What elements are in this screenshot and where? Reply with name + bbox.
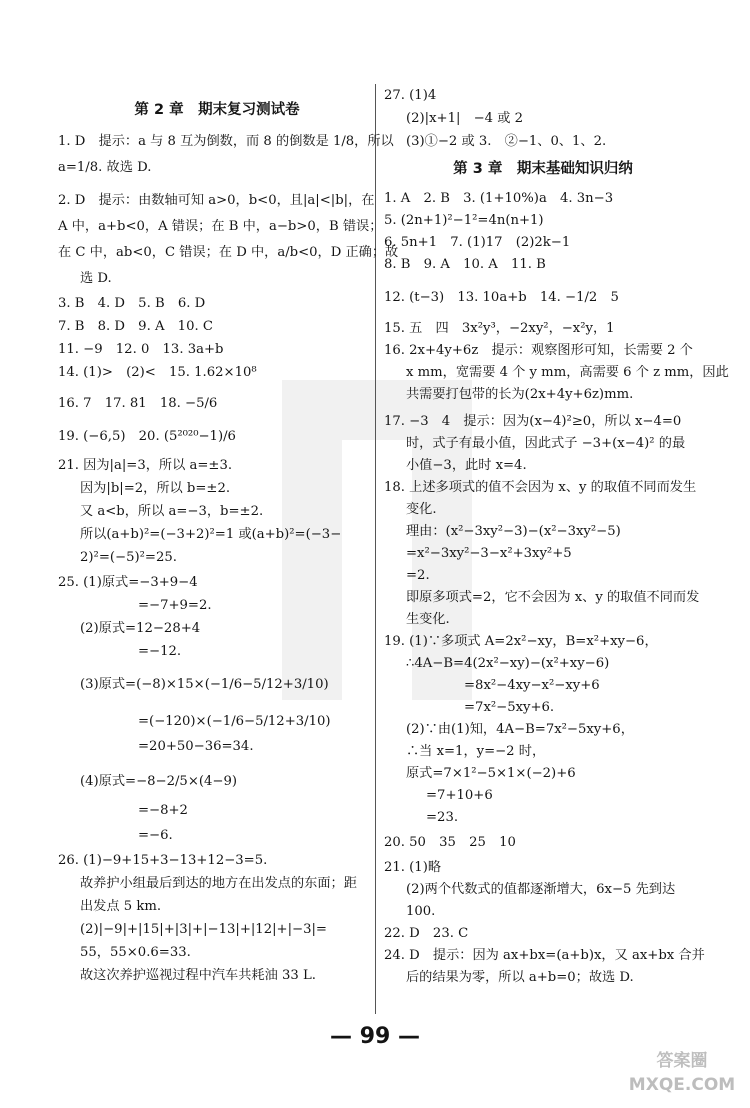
answer-line: =7x²−5xy+6. [464, 700, 555, 715]
answer-line: 故这次养护巡视过程中汽车共耗油 33 L. [80, 968, 316, 983]
answer-line: 2. D 提示：由数轴可知 a>0，b<0，且|a|<|b|，在 [58, 193, 375, 208]
answer-line: (4)原式=−8−2/5×(4−9) [80, 774, 237, 789]
answer-line: =23. [426, 810, 459, 825]
answer-line: 25. (1)原式=−3+9−4 [58, 575, 198, 590]
answer-line: 后的结果为零，所以 a+b=0；故选 D. [406, 970, 634, 985]
answer-line: 选 D. [80, 271, 112, 286]
answer-line: 26. (1)−9+15+3−13+12−3=5. [58, 853, 268, 868]
answer-line: x mm，宽需要 4 个 y mm，高需要 6 个 z mm，因此 [406, 365, 729, 380]
answer-line: 8. B 9. A 10. A 11. B [384, 257, 546, 272]
answer-line: 原式=7×1²−5×1×(−2)+6 [406, 766, 576, 781]
answer-line: 7. B 8. D 9. A 10. C [58, 319, 213, 334]
answer-line: (3)①−2 或 3. ②−1、0、1、2. [406, 134, 607, 149]
answer-line: =8x²−4xy−x²−xy+6 [464, 678, 600, 693]
chapter2-heading: 第 2 章 期末复习测试卷 [134, 102, 300, 118]
answer-line: 22. D 23. C [384, 926, 469, 941]
chapter3-heading: 第 3 章 期末基础知识归纳 [453, 161, 633, 177]
answer-line: (2)原式=12−28+4 [80, 621, 201, 636]
answer-line: 20. 50 35 25 10 [384, 835, 516, 850]
answer-line: (2)|x+1| −4 或 2 [406, 111, 524, 126]
answer-line: 时，式子有最小值，因此式子 −3+(x−4)² 的最 [406, 436, 686, 451]
answer-line: =−12. [138, 644, 182, 659]
answer-line: 所以(a+b)²=(−3+2)²=1 或(a+b)²=(−3− [80, 527, 342, 542]
answer-line: 16. 7 17. 81 18. −5/6 [58, 396, 218, 411]
watermark-title: 答案圈 [656, 1051, 708, 1071]
answer-line: 生变化. [406, 612, 450, 627]
answer-line: 14. (1)> (2)< 15. 1.62×10⁸ [58, 365, 257, 380]
answer-line: 变化. [406, 502, 437, 517]
answer-line: =x²−3xy²−3−x²+3xy²+5 [406, 546, 572, 561]
answer-line: 小值−3，此时 x=4. [406, 458, 527, 473]
answer-line: 1. A 2. B 3. (1+10%)a 4. 3n−3 [384, 191, 614, 206]
answer-line: =2. [406, 568, 430, 583]
answer-line: 55，55×0.6=33. [80, 945, 191, 960]
answer-line: ∴当 x=1，y=−2 时， [406, 744, 546, 759]
answer-line: =−6. [138, 828, 173, 843]
answer-line: 故养护小组最后到达的地方在出发点的东面；距 [80, 876, 357, 891]
answer-line: 因为|b|=2，所以 b=±2. [80, 481, 231, 496]
answer-line: =7+10+6 [426, 788, 493, 803]
answer-line: 21. (1)略 [384, 860, 442, 875]
answer-line: 21. 因为|a|=3，所以 a=±3. [58, 458, 233, 473]
answer-line: A 中，a+b<0，A 错误；在 B 中，a−b>0，B 错误； [58, 219, 383, 234]
answer-line: 11. −9 12. 0 13. 3a+b [58, 342, 224, 357]
answer-line: 100. [406, 904, 436, 919]
watermark-url: MXQE.COM [628, 1075, 736, 1095]
answer-line: 6. 5n+1 7. (1)17 (2)2k−1 [384, 235, 571, 250]
answer-line: a=1/8. 故选 D. [58, 160, 152, 175]
page-number: — 99 — [330, 1024, 420, 1049]
answer-line: 又 a<b，所以 a=−3，b=±2. [80, 504, 264, 519]
answer-line: 27. (1)4 [384, 88, 437, 103]
answer-line: (2)|−9|+|15|+|3|+|−13|+|12|+|−3|= [80, 922, 327, 937]
answer-line: 共需要打包带的长为(2x+4y+6z)mm. [406, 387, 634, 402]
site-watermark-logo [622, 1040, 742, 1100]
answer-line: 19. (1)∵多项式 A=2x²−xy，B=x²+xy−6， [384, 634, 658, 649]
answer-line: ∴4A−B=4(2x²−xy)−(x²+xy−6) [406, 656, 610, 671]
answer-line: 出发点 5 km. [80, 899, 162, 914]
answer-line: =−8+2 [138, 803, 188, 818]
answer-line: (3)原式=(−8)×15×(−1/6−5/12+3/10) [80, 677, 329, 692]
answer-line: 即原多项式=2，它不会因为 x、y 的取值不同而发 [406, 590, 700, 605]
answer-line: =−7+9=2. [138, 598, 212, 613]
left-column [58, 86, 399, 985]
right-column [384, 86, 729, 987]
answer-line: 5. (2n+1)²−1²=4n(n+1) [384, 213, 544, 228]
answer-line: (2)两个代数式的值都逐渐增大，6x−5 先到达 [406, 882, 676, 897]
answer-line: 24. D 提示：因为 ax+bx=(a+b)x，又 ax+bx 合并 [384, 948, 705, 963]
answer-line: =(−120)×(−1/6−5/12+3/10) [138, 714, 331, 729]
answer-line: 12. (t−3) 13. 10a+b 14. −1/2 5 [384, 290, 619, 305]
answer-line: 15. 五 四 3x²y³，−2xy²，−x²y，1 [384, 321, 615, 336]
answer-line: 在 C 中，ab<0，C 错误；在 D 中，a/b<0，D 正确；故 [58, 245, 399, 260]
answer-line: 1. D 提示：a 与 8 互为倒数，而 8 的倒数是 1/8，所以 [58, 134, 394, 149]
answer-line: 16. 2x+4y+6z 提示：观察图形可知，长需要 2 个 [384, 343, 693, 358]
answer-line: 18. 上述多项式的值不会因为 x、y 的取值不同而发生 [384, 480, 697, 495]
answer-line: 3. B 4. D 5. B 6. D [58, 296, 206, 311]
answer-line: 2)²=(−5)²=25. [80, 550, 177, 565]
answer-line: 17. −3 4 提示：因为(x−4)²≥0，所以 x−4=0 [384, 414, 682, 429]
answer-line: 理由：(x²−3xy²−3)−(x²−3xy²−5) [406, 524, 621, 539]
answer-line: (2)∵由(1)知，4A−B=7x²−5xy+6， [406, 722, 634, 737]
answer-line: 19. (−6,5) 20. (5²⁰²⁰−1)/6 [58, 429, 236, 444]
answer-line: =20+50−36=34. [138, 739, 254, 754]
